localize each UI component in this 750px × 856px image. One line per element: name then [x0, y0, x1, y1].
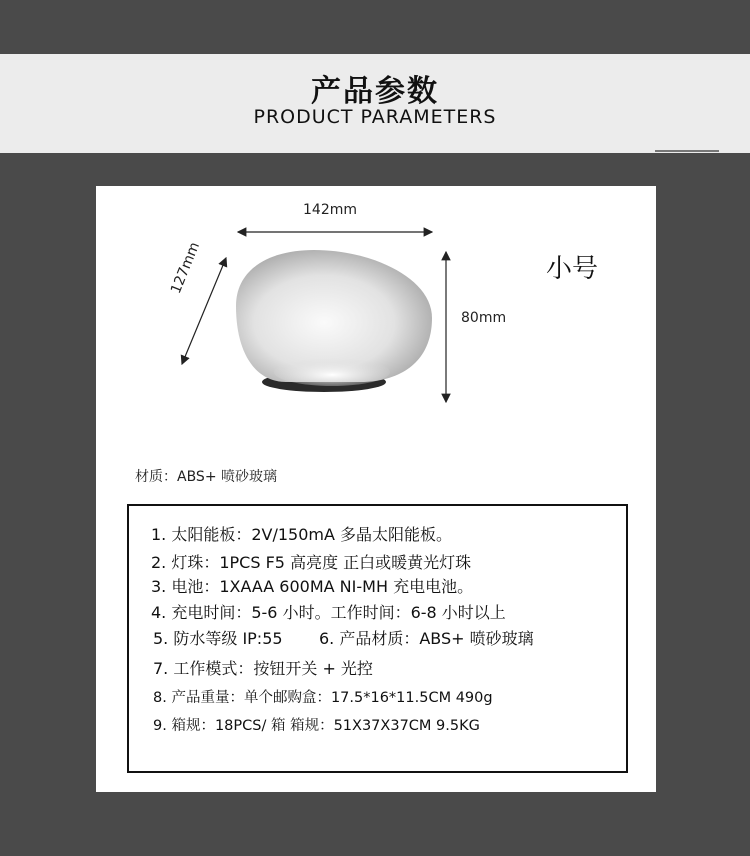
width-label: 142mm: [303, 202, 357, 218]
top-band: [0, 0, 750, 54]
product-card: [96, 186, 656, 792]
spec-item-solar-panel: 1. 太阳能板：2V/150mA 多晶太阳能板。: [151, 525, 453, 544]
spec-item-carton: 9. 箱规：18PCS/ 箱 箱规：51X37X37CM 9.5KG: [153, 718, 480, 734]
spec-item-mode: 7. 工作模式：按钮开关 + 光控: [153, 659, 373, 678]
material-text: 材质：ABS+ 喷砂玻璃: [135, 469, 278, 485]
spec-item-charge-time: 4. 充电时间：5-6 小时。工作时间：6-8 小时以上: [151, 603, 506, 622]
header-title-en: PRODUCT PARAMETERS: [253, 106, 497, 128]
size-label: 小号: [546, 254, 599, 284]
spec-box: [127, 504, 628, 773]
decor-line: [655, 150, 719, 152]
lamp-glow: [274, 358, 390, 386]
header-title-zh: 产品参数: [311, 74, 439, 109]
spec-item-material: 6. 产品材质：ABS+ 喷砂玻璃: [319, 629, 534, 648]
height-label: 80mm: [461, 310, 507, 326]
spec-item-battery: 3. 电池：1XAAA 600MA NI-MH 充电电池。: [151, 577, 474, 596]
spec-item-waterproof: 5. 防水等级 IP:55: [153, 629, 283, 648]
spec-item-led: 2. 灯珠：1PCS F5 高亮度 正白或暖黄光灯珠: [151, 553, 472, 572]
spec-item-weight: 8. 产品重量：单个邮购盒：17.5*16*11.5CM 490g: [153, 690, 493, 706]
product-illustration: [96, 186, 656, 446]
header-banner: [0, 54, 750, 153]
depth-label: 127mm: [168, 239, 204, 296]
